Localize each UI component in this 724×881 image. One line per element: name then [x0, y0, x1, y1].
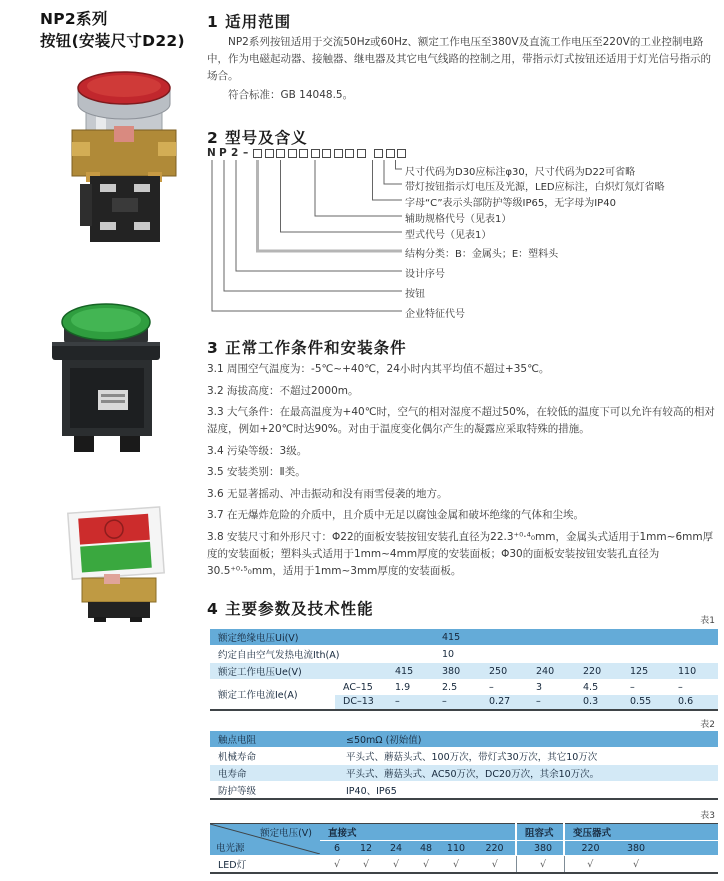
- code-box: [357, 149, 366, 158]
- check-mark: √: [491, 858, 498, 870]
- condition-item: 3.4 污染等级：3级。: [207, 444, 308, 457]
- code-letter-p: P: [219, 147, 227, 159]
- product-image-red-metal-pushbutton: [56, 64, 196, 264]
- voltage-col: 220: [485, 842, 504, 854]
- section-1-heading: 1 适用范围: [207, 13, 292, 31]
- group-header-direct: 直接式: [320, 824, 516, 841]
- cell-value: 380: [442, 665, 461, 677]
- code-box: [253, 149, 262, 158]
- product-image-double-head-pushbutton: [52, 498, 182, 628]
- table-row: [210, 663, 718, 680]
- table-3-tag: 表3: [700, 811, 715, 821]
- row-label: 额定工作电压Ue(V): [218, 667, 302, 678]
- check-mark: √: [452, 858, 460, 870]
- cell-value: –: [528, 695, 575, 710]
- product-image-green-plastic-pushbutton: [40, 294, 175, 466]
- cell-value: –: [678, 681, 683, 693]
- cell-value: 0.3: [575, 695, 622, 710]
- code-box: [276, 149, 285, 158]
- row-label: 防护等级: [218, 786, 257, 797]
- table-row: [210, 748, 718, 765]
- section-2-heading: 2 型号及含义: [207, 129, 308, 147]
- voltage-col: 24: [389, 842, 403, 854]
- code-letter-2: 2: [231, 147, 239, 159]
- cell-value: 110: [678, 665, 697, 677]
- condition-item: 3.8 安装尺寸和外形尺寸：Φ22的面板安装按钮安装孔直径为22.3⁺⁰·⁴₀mm，金属头式适用于1mm~6mm厚度的安装面板；塑料头式适用于1mm~4mm厚度的安装面板；Φ30的面板安装按钮安装孔直径为30.5⁺⁰·⁵₀mm，适用于1mm~3mm厚度的安装面板。: [207, 530, 714, 577]
- condition-item: 3.6 无显著摇动、冲击振动和没有雨雪侵袭的地方。: [207, 487, 448, 500]
- code-letter-n: N: [207, 147, 216, 159]
- check-mark: √: [362, 858, 370, 870]
- cell-value: 4.5: [583, 681, 599, 693]
- code-box: [265, 149, 274, 158]
- code-label-structure: 结构分类：B：金属头；E：塑料头: [405, 249, 559, 260]
- row-label: 约定自由空气发热电流Ith(A): [218, 650, 340, 661]
- page-title-line2: 按钮(安装尺寸D22): [40, 32, 185, 51]
- corner-label-source: 电光源: [216, 843, 245, 854]
- cell-value: 220: [583, 665, 602, 677]
- table-row: [210, 782, 718, 800]
- page-title-line1: NP2系列: [40, 10, 108, 28]
- check-mark: √: [422, 858, 430, 870]
- cell-value: 平头式、蘑菇头式、100万次，带灯式30万次，其它10万次: [346, 752, 598, 763]
- section-3-conditions-list: [207, 361, 720, 584]
- code-label-protection: 字母“C”表示头部防护等级IP65，无字母为IP40: [405, 198, 616, 209]
- condition-item: 3.3 大气条件：在最高温度为+40℃时，空气的相对湿度不超过50%，在较低的温度下可以允许有较高的相对湿度，例如+20℃时达90%。对由于温度变化偶尔产生的凝露应采取特殊的措施。: [207, 406, 715, 435]
- row-label: 额定绝缘电压Ui(V): [218, 633, 299, 644]
- sub-row-label: AC–15: [343, 681, 373, 693]
- condition-item: 3.2 海拔高度：不超过2000m。: [207, 384, 359, 397]
- table-row: [210, 680, 718, 695]
- section-1-standard: 符合标准：GB 14048.5。: [228, 89, 354, 101]
- code-label-enterprise: 企业特征代号: [405, 309, 465, 320]
- code-label-aux-spec: 辅助规格代号（见表1）: [405, 214, 512, 225]
- table-header-row: [210, 824, 718, 841]
- check-mark: √: [564, 856, 610, 874]
- group-header-transformer: 变压器式: [564, 824, 718, 841]
- code-box: [374, 149, 383, 158]
- code-box: [299, 149, 308, 158]
- section-4-heading: 4 主要参数及技术性能: [207, 600, 374, 618]
- cell-value: 250: [489, 665, 508, 677]
- cell-value: 0.27: [481, 695, 528, 710]
- table-row: [210, 856, 718, 874]
- cell-value: 10: [442, 648, 455, 660]
- sub-row-label: DC–13: [335, 695, 387, 710]
- table-row: [210, 731, 718, 748]
- section-3-heading: 3 正常工作条件和安装条件: [207, 339, 407, 357]
- condition-item: 3.5 安装类别：Ⅱ类。: [207, 466, 306, 478]
- voltage-col: 380: [626, 842, 646, 854]
- code-label-button: 按钮: [405, 289, 425, 300]
- corner-label-voltage: 额定电压(V): [260, 828, 312, 839]
- cell-value: 2.5: [442, 681, 458, 693]
- table-row: [210, 629, 718, 646]
- table-2-life-protection: [210, 731, 718, 800]
- table-row: [210, 765, 718, 782]
- code-box: [288, 149, 297, 158]
- table-2-tag: 表2: [700, 720, 715, 730]
- cell-value: –: [630, 681, 635, 693]
- cell-value: –: [387, 695, 434, 710]
- code-box: [345, 149, 354, 158]
- cell-value: ≤50mΩ (初始值): [346, 735, 422, 746]
- section-1-paragraph: NP2系列按钮适用于交流50Hz或60Hz、额定工作电压至380V及直流工作电压至220V的工业控制电路中，作为电磁起动器、接触器、继电器及其它电气线路的控制之用，带指示灯式按钮还适用于灯光信号指示的场合。: [207, 36, 711, 82]
- voltage-col: 12: [359, 842, 373, 854]
- cell-value: –: [434, 695, 481, 710]
- cell-value: 125: [630, 665, 649, 677]
- code-box: [397, 149, 406, 158]
- voltage-col: 380: [516, 841, 564, 856]
- model-code-diagram: [207, 147, 718, 329]
- model-code-row: [207, 147, 718, 159]
- cell-value: –: [489, 681, 494, 693]
- check-mark: √: [333, 858, 341, 870]
- cell-value: 1.9: [395, 681, 411, 693]
- cell-value: IP40、IP65: [346, 786, 397, 797]
- table-3-light-source-voltages: [210, 823, 718, 874]
- table-1-electrical-ratings: [210, 629, 718, 711]
- row-label: LED灯: [218, 860, 247, 871]
- condition-item: 3.7 在无爆炸危险的介质中，且介质中无足以腐蚀金属和破坏绝缘的气体和尘埃。: [207, 509, 585, 521]
- page-title: [40, 8, 185, 53]
- check-mark: √: [392, 858, 400, 870]
- voltage-col: 110: [446, 842, 466, 854]
- row-label: 额定工作电流Ie(A): [218, 690, 298, 702]
- voltage-col: 220: [564, 841, 610, 856]
- check-mark: √: [516, 856, 564, 874]
- row-label: 机械寿命: [218, 752, 257, 763]
- row-label: 电寿命: [218, 769, 247, 780]
- voltage-col: 6: [333, 842, 341, 854]
- code-box: [322, 149, 331, 158]
- cell-value: 3: [536, 681, 543, 693]
- cell-value: 415: [395, 665, 414, 677]
- code-label-type-code: 型式代号（见表1）: [405, 230, 492, 241]
- cell-value: 0.6: [670, 695, 718, 710]
- table-row: [210, 646, 718, 663]
- code-label-lamp: 带灯按钮指示灯电压及光源，LED应标注，白炽灯氖灯省略: [405, 182, 665, 193]
- group-header-rc: 阻容式: [516, 824, 564, 841]
- table-1-tag: 表1: [700, 616, 715, 626]
- code-dash: –: [243, 147, 249, 159]
- cell-value: 0.55: [622, 695, 670, 710]
- cell-value: 平头式、蘑菇头式、AC50万次，DC20万次，其余10万次。: [346, 769, 600, 780]
- section-1-body: [207, 34, 719, 104]
- voltage-col: 48: [419, 842, 433, 854]
- code-label-design-no: 设计序号: [405, 269, 445, 280]
- cell-value: 240: [536, 665, 555, 677]
- code-box: [334, 149, 343, 158]
- condition-item: 3.1 周围空气温度为：-5℃~+40℃，24小时内其平均值不超过+35℃。: [207, 363, 550, 375]
- diagonal-header-cell: [210, 824, 320, 856]
- code-box: [311, 149, 320, 158]
- check-mark: √: [633, 858, 640, 870]
- code-label-size: 尺寸代码为D30应标注φ30，尺寸代码为D22可省略: [405, 167, 636, 178]
- cell-value: 415: [442, 631, 461, 643]
- code-box: [386, 149, 395, 158]
- row-label: 触点电阻: [218, 735, 257, 746]
